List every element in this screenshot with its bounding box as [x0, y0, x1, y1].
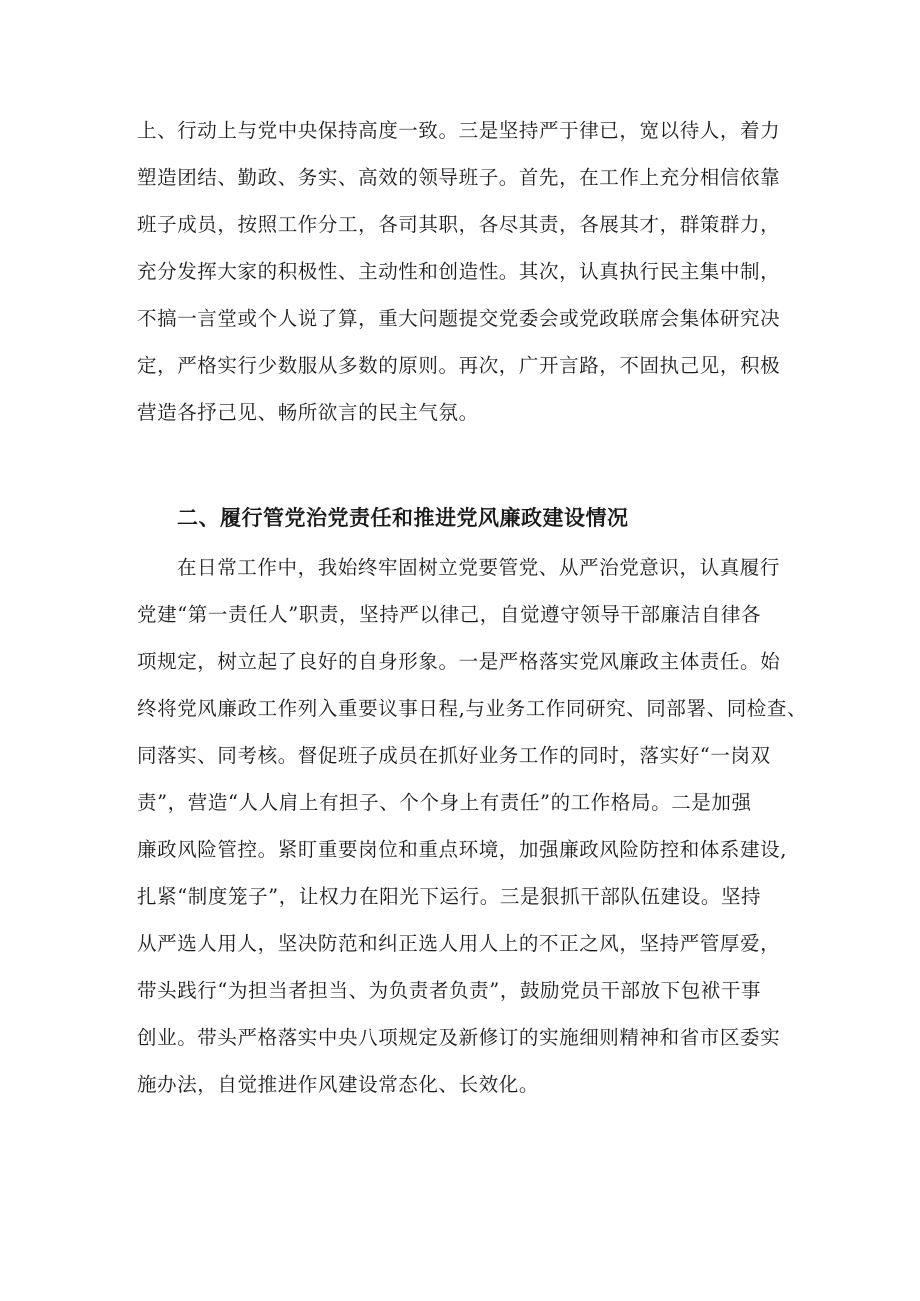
- paragraph2-line-8: 扎紧“制度笼子”，让权力在阳光下运行。三是狠抓干部队伍建设。坚持: [137, 885, 762, 908]
- paragraph2-line-2: 党建“第一责任人”职责，坚持严以律己，自觉遵守领导干部廉洁自律各: [137, 603, 762, 626]
- paragraph1-line-7: 营造各抒己见、畅所欲言的民主气氛。: [137, 401, 479, 424]
- paragraph2-line-11: 创业。带头严格落实中央八项规定及新修订的实施细则精神和省市区委实: [137, 1026, 781, 1049]
- paragraph1-line-3: 班子成员，按照工作分工，各司其职，各尽其责，各展其才，群策群力，: [137, 213, 781, 236]
- paragraph1-line-6: 定，严格实行少数服从多数的原则。再次，广开言路，不固执己见，积极: [137, 354, 781, 377]
- paragraph2-line-9: 从严选人用人，坚决防范和纠正选人用人上的不正之风，坚持严管厚爱，: [137, 932, 781, 955]
- paragraph2-line-6: 责”，营造“人人肩上有担子、个个身上有责任”的工作格局。二是加强: [137, 791, 752, 814]
- paragraph1-line-5: 不搞一言堂或个人说了算，重大问题提交党委会或党政联席会集体研究决: [137, 307, 781, 330]
- paragraph1-line-1: 上、行动上与党中央保持高度一致。三是坚持严于律已，宽以待人，着力: [137, 119, 781, 142]
- paragraph2-line-4: 终将党风廉政工作列入重要议事日程,与业务工作同研究、同部署、同检查、: [137, 697, 808, 720]
- paragraph2-line-5: 同落实、同考核。督促班子成员在抓好业务工作的同时，落实好“一岗双: [137, 744, 771, 767]
- paragraph2-line-1: 在日常工作中，我始终牢固树立党要管党、从严治党意识，认真履行: [177, 556, 781, 579]
- paragraph2-line-3: 项规定，树立起了良好的自身形象。一是严格落实党风廉政主体责任。始: [137, 650, 781, 673]
- paragraph2-line-10: 带头践行“为担当者担当、为负责者负责”，鼓励党员干部放下包袱干事: [137, 979, 762, 1002]
- paragraph2-line-12: 施办法，自觉推进作风建设常态化、长效化。: [137, 1073, 540, 1096]
- paragraph1-line-4: 充分发挥大家的积极性、主动性和创造性。其次，认真执行民主集中制，: [137, 260, 781, 283]
- paragraph1-line-2: 塑造团结、勤政、务实、高效的领导班子。首先，在工作上充分相信依靠: [137, 166, 781, 189]
- paragraph2-line-7: 廉政风险管控。紧盯重要岗位和重点环境，加强廉政风险防控和体系建设,: [137, 838, 787, 861]
- section-heading: 二、履行管党治党责任和推进党风廉政建设情况: [177, 506, 629, 530]
